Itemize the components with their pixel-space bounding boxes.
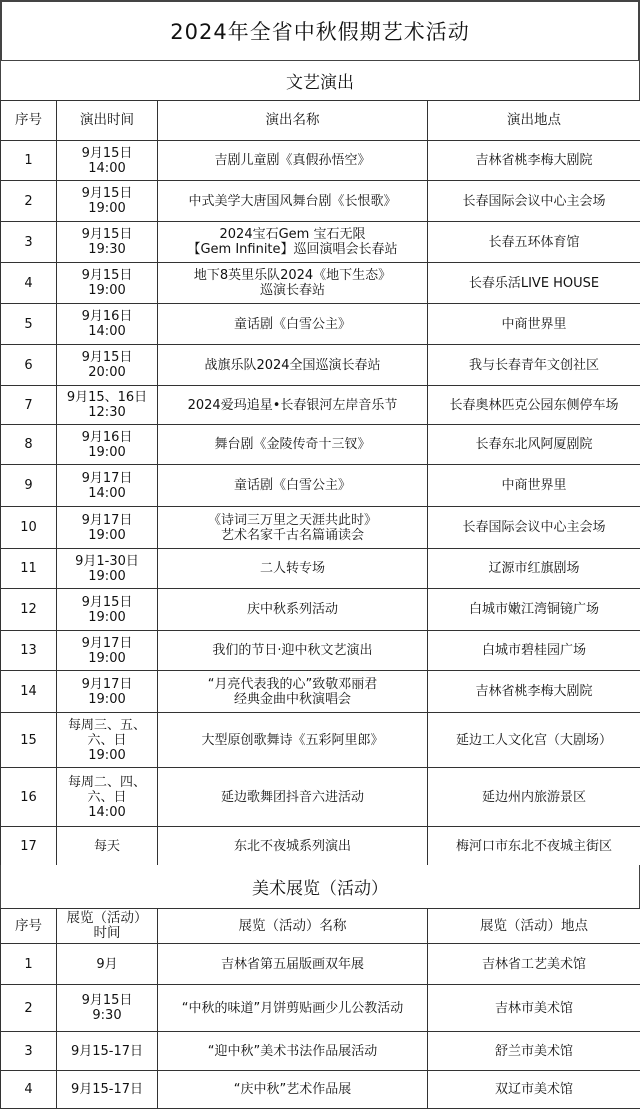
cell-no: 4 xyxy=(1,1071,57,1109)
cell-location: 长春国际会议中心主会场 xyxy=(428,507,640,549)
cell-name: 战旗乐队2024全国巡演长春站 xyxy=(158,345,428,386)
column-header-no: 序号 xyxy=(1,101,57,141)
cell-no: 3 xyxy=(1,1032,57,1071)
table-row xyxy=(1,222,640,263)
cell-no: 14 xyxy=(1,671,57,713)
cell-name: 地下8英里乐队2024《地下生态》 巡演长春站 xyxy=(158,263,428,304)
cell-location: 吉林省桃李梅大剧院 xyxy=(428,141,640,181)
cell-no: 7 xyxy=(1,386,57,425)
cell-location: 长春国际会议中心主会场 xyxy=(428,181,640,222)
cell-no: 2 xyxy=(1,181,57,222)
cell-no: 17 xyxy=(1,827,57,867)
cell-name: “庆中秋”艺术作品展 xyxy=(158,1071,428,1109)
cell-name: 童话剧《白雪公主》 xyxy=(158,304,428,345)
cell-location: 梅河口市东北不夜城主街区 xyxy=(428,827,640,867)
table-row xyxy=(1,507,640,549)
cell-location: 我与长春青年文创社区 xyxy=(428,345,640,386)
table-row xyxy=(1,1071,640,1109)
cell-time: 9月15日 20:00 xyxy=(57,345,158,386)
cell-no: 1 xyxy=(1,141,57,181)
cell-time: 9月15日 9:30 xyxy=(57,985,158,1032)
cell-no: 12 xyxy=(1,589,57,631)
cell-location: 长春东北风阿厦剧院 xyxy=(428,425,640,465)
cell-time: 9月15日 19:00 xyxy=(57,181,158,222)
table-row xyxy=(1,713,640,768)
cell-time: 9月15-17日 xyxy=(57,1032,158,1071)
cell-time: 9月17日 19:00 xyxy=(57,631,158,671)
table-row xyxy=(1,386,640,425)
cell-name: “迎中秋”美术书法作品展活动 xyxy=(158,1032,428,1071)
cell-name: “月亮代表我的心”致敬邓丽君 经典金曲中秋演唱会 xyxy=(158,671,428,713)
cell-name: 吉林省第五届版画双年展 xyxy=(158,944,428,985)
table-row xyxy=(1,768,640,827)
cell-location: 延边工人文化宫（大剧场） xyxy=(428,713,640,768)
cell-location: 辽源市红旗剧场 xyxy=(428,549,640,589)
cell-location: 中商世界里 xyxy=(428,304,640,345)
cell-name: 2024爱玛追星•长春银河左岸音乐节 xyxy=(158,386,428,425)
cell-name: “中秋的味道”月饼剪贴画少儿公教活动 xyxy=(158,985,428,1032)
table-row xyxy=(1,425,640,465)
cell-no: 8 xyxy=(1,425,57,465)
cell-time: 每周三、五、 六、日 19:00 xyxy=(57,713,158,768)
cell-name: 舞台剧《金陵传奇十三钗》 xyxy=(158,425,428,465)
cell-time: 每天 xyxy=(57,827,158,867)
cell-location: 长春奥林匹克公园东侧停车场 xyxy=(428,386,640,425)
table-row xyxy=(1,827,640,867)
page-title: 2024年全省中秋假期艺术活动 xyxy=(0,0,640,61)
cell-name: 我们的节日·迎中秋文艺演出 xyxy=(158,631,428,671)
performances-header-row xyxy=(1,101,640,141)
cell-time: 9月15-17日 xyxy=(57,1071,158,1109)
column-header-name: 演出名称 xyxy=(158,101,428,141)
table-row xyxy=(1,181,640,222)
table-row xyxy=(1,263,640,304)
cell-location: 双辽市美术馆 xyxy=(428,1071,640,1109)
cell-name: 童话剧《白雪公主》 xyxy=(158,465,428,507)
cell-no: 5 xyxy=(1,304,57,345)
cell-time: 每周二、四、 六、日 14:00 xyxy=(57,768,158,827)
table-row xyxy=(1,465,640,507)
cell-name: 庆中秋系列活动 xyxy=(158,589,428,631)
cell-no: 11 xyxy=(1,549,57,589)
cell-location: 长春乐活LIVE HOUSE xyxy=(428,263,640,304)
cell-location: 吉林市美术馆 xyxy=(428,985,640,1032)
column-header-location: 展览（活动）地点 xyxy=(428,909,640,944)
cell-no: 4 xyxy=(1,263,57,304)
cell-location: 白城市嫩江湾铜镜广场 xyxy=(428,589,640,631)
cell-no: 16 xyxy=(1,768,57,827)
cell-time: 9月17日 19:00 xyxy=(57,507,158,549)
cell-time: 9月15日 19:30 xyxy=(57,222,158,263)
cell-name: 东北不夜城系列演出 xyxy=(158,827,428,867)
cell-name: 中式美学大唐国风舞台剧《长恨歌》 xyxy=(158,181,428,222)
table-row xyxy=(1,671,640,713)
performances-table xyxy=(0,100,640,867)
column-header-location: 演出地点 xyxy=(428,101,640,141)
column-header-time: 演出时间 xyxy=(57,101,158,141)
table-row xyxy=(1,944,640,985)
column-header-no: 序号 xyxy=(1,909,57,944)
cell-location: 白城市碧桂园广场 xyxy=(428,631,640,671)
column-header-name: 展览（活动）名称 xyxy=(158,909,428,944)
table-row xyxy=(1,589,640,631)
cell-no: 10 xyxy=(1,507,57,549)
cell-name: 吉剧儿童剧《真假孙悟空》 xyxy=(158,141,428,181)
cell-time: 9月15日 14:00 xyxy=(57,141,158,181)
cell-name: 大型原创歌舞诗《五彩阿里郎》 xyxy=(158,713,428,768)
cell-location: 吉林省工艺美术馆 xyxy=(428,944,640,985)
cell-no: 1 xyxy=(1,944,57,985)
table-row xyxy=(1,631,640,671)
cell-location: 舒兰市美术馆 xyxy=(428,1032,640,1071)
cell-name: 延边歌舞团抖音六进活动 xyxy=(158,768,428,827)
cell-no: 3 xyxy=(1,222,57,263)
cell-time: 9月16日 19:00 xyxy=(57,425,158,465)
cell-no: 6 xyxy=(1,345,57,386)
exhibitions-table xyxy=(0,908,640,1109)
cell-time: 9月15、16日 12:30 xyxy=(57,386,158,425)
exhibitions-header-row xyxy=(1,909,640,944)
table-row xyxy=(1,304,640,345)
cell-no: 9 xyxy=(1,465,57,507)
cell-time: 9月17日 14:00 xyxy=(57,465,158,507)
cell-location: 中商世界里 xyxy=(428,465,640,507)
cell-name: 二人转专场 xyxy=(158,549,428,589)
exhibitions-section-title: 美术展览（活动） xyxy=(0,865,640,908)
cell-location: 延边州内旅游景区 xyxy=(428,768,640,827)
cell-time: 9月16日 14:00 xyxy=(57,304,158,345)
table-row xyxy=(1,1032,640,1071)
table-row xyxy=(1,985,640,1032)
table-row xyxy=(1,141,640,181)
cell-no: 15 xyxy=(1,713,57,768)
cell-location: 长春五环体育馆 xyxy=(428,222,640,263)
column-header-time: 展览（活动） 时间 xyxy=(57,909,158,944)
cell-time: 9月 xyxy=(57,944,158,985)
cell-time: 9月1-30日 19:00 xyxy=(57,549,158,589)
cell-time: 9月17日 19:00 xyxy=(57,671,158,713)
cell-no: 13 xyxy=(1,631,57,671)
cell-location: 吉林省桃李梅大剧院 xyxy=(428,671,640,713)
cell-time: 9月15日 19:00 xyxy=(57,263,158,304)
cell-name: 2024宝石Gem 宝石无限 【Gem Infinite】巡回演唱会长春站 xyxy=(158,222,428,263)
table-row xyxy=(1,549,640,589)
cell-no: 2 xyxy=(1,985,57,1032)
cell-name: 《诗词三万里之天涯共此时》 艺术名家千古名篇诵读会 xyxy=(158,507,428,549)
cell-time: 9月15日 19:00 xyxy=(57,589,158,631)
performances-section-title: 文艺演出 xyxy=(0,61,640,100)
table-row xyxy=(1,345,640,386)
